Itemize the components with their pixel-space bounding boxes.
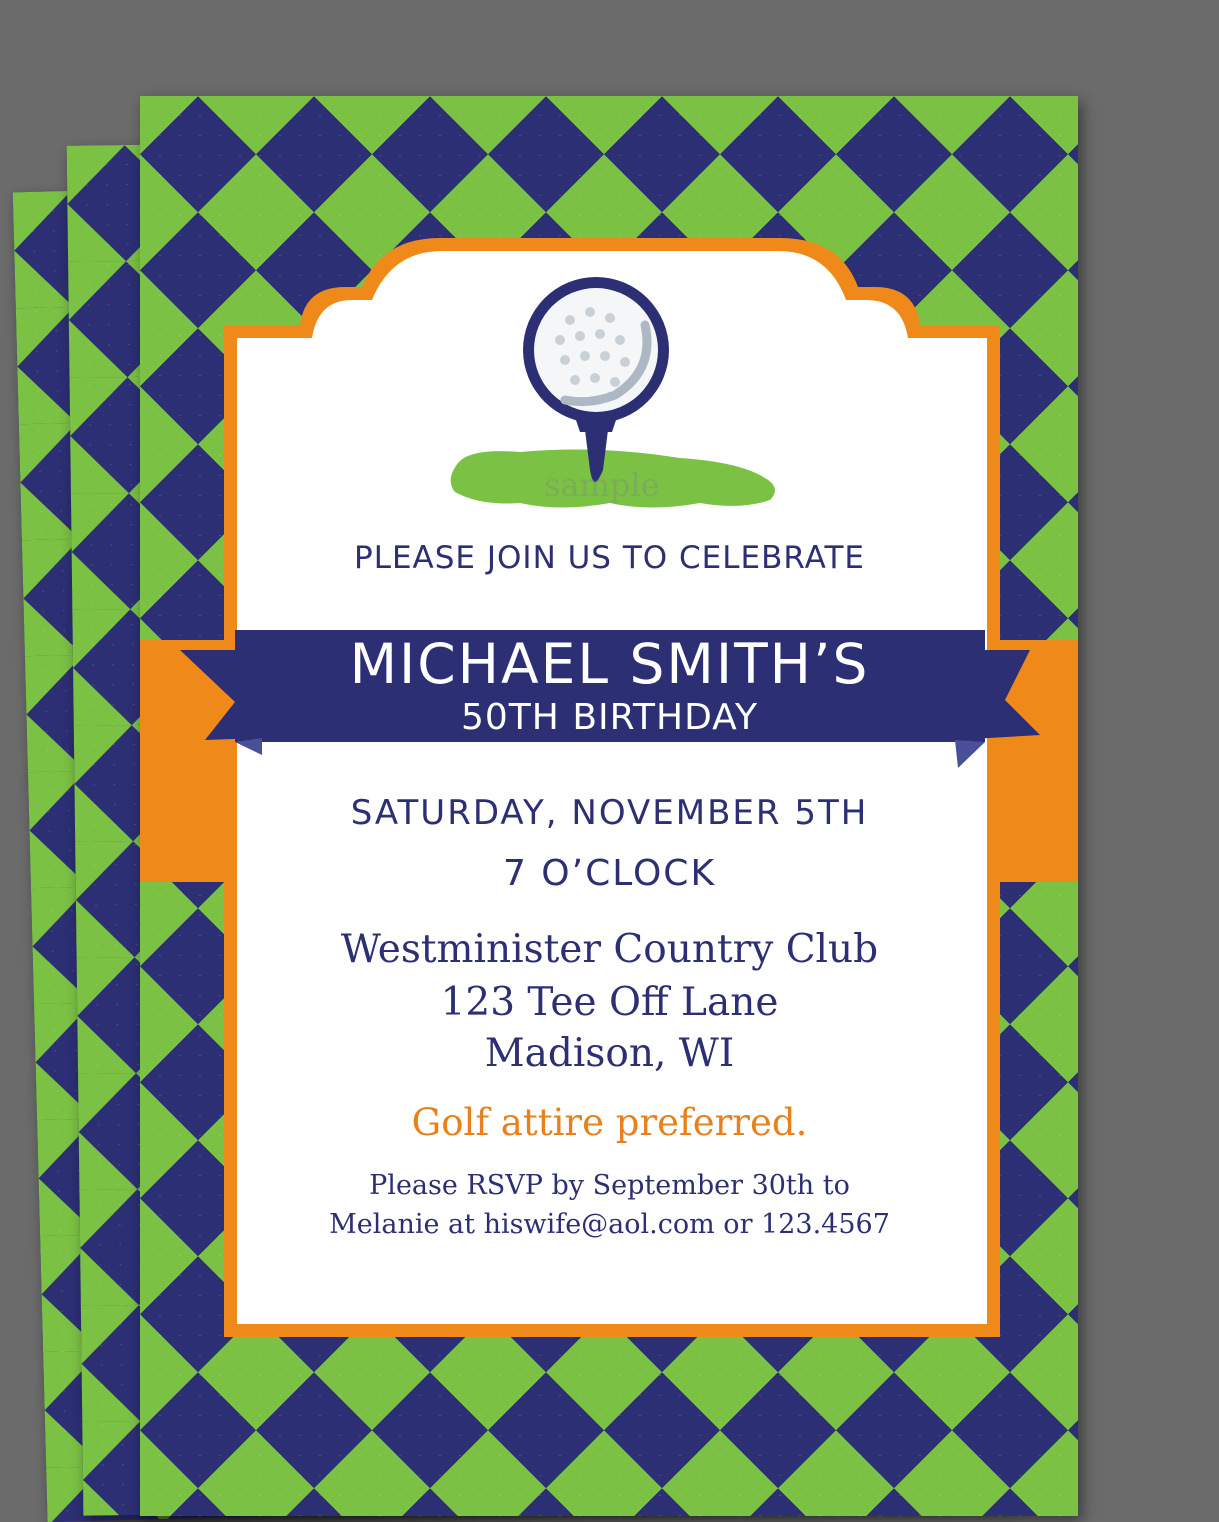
venue-name: Westminister Country Club	[340, 927, 879, 972]
venue-city: Madison, WI	[484, 1031, 735, 1076]
event-time: 7 O’CLOCK	[502, 853, 717, 894]
occasion-text: 50TH BIRTHDAY	[461, 697, 758, 738]
venue-street: 123 Tee Off Lane	[440, 980, 779, 1025]
sample-watermark: sample	[544, 466, 660, 504]
intro-text: PLEASE JOIN US TO CELEBRATE	[354, 540, 865, 576]
rsvp-line-1: Please RSVP by September 30th to	[369, 1170, 850, 1201]
honoree-name: MICHAEL SMITH’S	[349, 632, 870, 696]
rsvp-line-2: Melanie at hiswife@aol.com or 123.4567	[329, 1209, 890, 1240]
attire-note: Golf attire preferred.	[411, 1101, 808, 1144]
event-date: SATURDAY, NOVEMBER 5TH	[350, 793, 869, 833]
